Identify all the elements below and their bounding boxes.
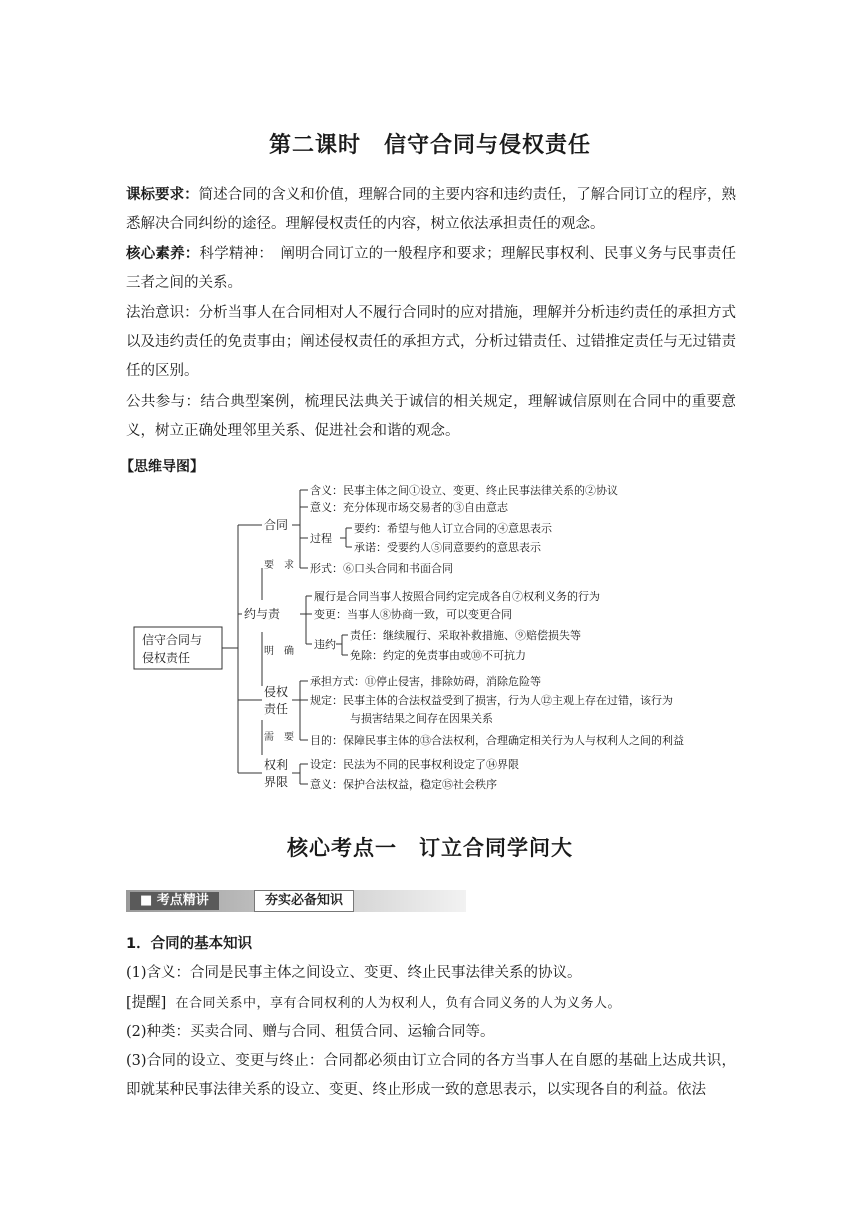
section-banner [126,888,466,918]
mindmap-contract-accept: 承诺：受要约人⑤同意要约的意思表示 [354,541,541,554]
mindmap-tort-purpose: 目的：保障民事主体的⑬合法权利，合理确定相关行为人与权利人之间的利益 [310,734,684,747]
mindmap-tort-rule2: 与损害结果之间存在因果关系 [350,712,493,725]
mindmap-label: 【思维导图】 [120,459,204,475]
mindmap-root-line2: 侵权责任 [142,651,191,665]
mindmap-contract-process: 过程 [310,532,332,545]
mindmap-root-line1: 信守合同与 [142,633,203,647]
tip-paragraph [126,989,736,1018]
literacy-text: 科学精神： 阐明合同订立的一般程序和要求；理解民事权利、民事义务与民事责任三者之间的关系。 [126,246,737,291]
mindmap-contract-meaning1: 含义：民事主体之间①设立、变更、终止民事法律关系的②协议 [310,484,618,497]
mindmap-tort-way: 承担方式：⑪停止侵害，排除妨碍，消除危险等 [310,675,541,688]
banner-tag-exam-points: ■ 考点精讲 [130,892,219,910]
requirements-text: 简述合同的含义和价值，理解合同的主要内容和违约责任，了解合同订立的程序，熟悉解决合同纠纷的途径。理解侵权责任的内容，树立依法承担责任的观念。 [126,187,736,232]
paragraph-contract-types: (2)种类：买卖合同、赠与合同、租赁合同、运输合同等。 [126,1024,495,1040]
mindmap-link-requirement: 要 求 [264,560,294,571]
tip-label: [提醒] [126,995,167,1011]
section-title: 核心考点一 订立合同学问大 [287,836,573,860]
mindmap-rights-meaning: 意义：保护合法权益，稳定⑮社会秩序 [310,778,497,791]
mindmap-contract-meaning2: 意义：充分体现市场交易者的③自由意志 [310,501,508,514]
mindmap-node-tort-line2: 责任 [264,702,289,716]
mindmap-node-tort-line1: 侵权 [264,685,289,699]
paragraph-contract-meaning: (1)含义：合同是民事主体之间设立、变更、终止民事法律关系的协议。 [126,965,582,981]
mindmap-link-clarify: 明 确 [264,646,294,657]
mindmap-perform-change: 变更：当事人⑧协商一致，可以变更合同 [314,608,512,621]
mindmap-node-perform: 约与责 [244,607,281,621]
mindmap-node-rights-line2: 界限 [264,775,289,789]
mindmap-breach-exemption: 免除：约定的免责事由或⑩不可抗力 [350,649,526,662]
mindmap-node-rights-line1: 权利 [264,758,289,772]
mindmap-perform-definition: 履行是合同当事人按照合同约定完成各自⑦权利义务的行为 [314,590,600,603]
mindmap-contract-offer: 要约：希望与他人订立合同的④意思表示 [354,522,552,535]
paragraph-contract-establishment: (3)合同的设立、变更与终止：合同都必须由订立合同的各方当事人在自愿的基础上达成共识，即就某种民事法律关系的设立、变更、终止形成一致的意思表示，以实现各自的利益。依法 [126,1053,736,1098]
mindmap-perform-breach: 违约 [314,638,336,651]
literacy-label: 核心素养： [126,246,200,262]
page-title: 第二课时 信守合同与侵权责任 [268,133,591,158]
rule-of-law-paragraph: 法治意识：分析当事人在合同相对人不履行合同时的应对措施，理解并分析违约责任的承担方式以及违约责任的免责事由；阐述侵权责任的承担方式，分析过错责任、过错推定责任与无过错责任的区别。 [126,305,736,379]
mindmap-rights-set: 设定：民法为不同的民事权利设定了⑭界限 [310,758,519,771]
heading-contract-basics: 1．合同的基本知识 [126,936,253,952]
requirements-label: 课标要求： [126,187,199,203]
tip-text: 在合同关系中，享有合同权利的人为权利人，负有合同义务的人为义务人。 [175,996,622,1011]
mindmap-breach-liability: 责任：继续履行、采取补救措施、⑨赔偿损失等 [350,629,581,642]
public-participation-paragraph: 公共参与：结合典型案例，梳理民法典关于诚信的相关规定，理解诚信原则在合同中的重要意义，树立正确处理邻里关系、促进社会和谐的观念。 [126,394,736,439]
mindmap-link-need: 需 要 [264,732,294,743]
mindmap-tort-rule1: 规定：民事主体的合法权益受到了损害，行为人⑫主观上存在过错，该行为 [310,694,673,707]
banner-tag-knowledge: 夯实必备知识 [254,890,354,912]
mindmap-contract-form: 形式：⑥口头合同和书面合同 [310,562,453,575]
mindmap-node-contract: 合同 [264,518,289,532]
